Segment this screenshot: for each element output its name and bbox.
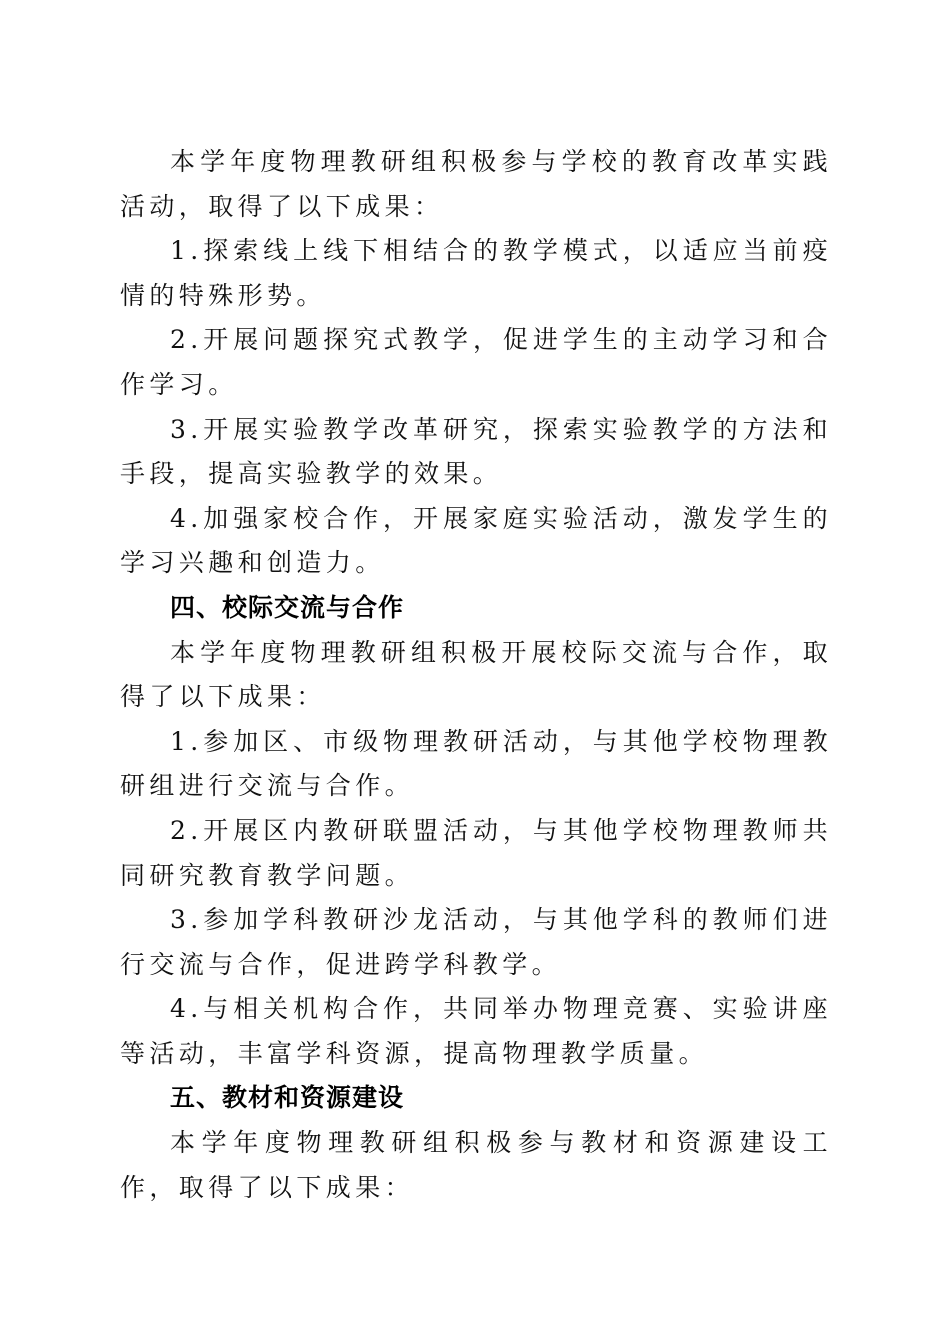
document-body — [120, 140, 832, 1210]
paragraph-exchange-intro: 本学年度物理教研组积极开展校际交流与合作，取得了以下成果： — [120, 637, 832, 712]
paragraph-reform-item-2: 2.开展问题探究式教学，促进学生的主动学习和合作学习。 — [120, 325, 832, 399]
paragraph-reform-item-4: 4.加强家校合作，开展家庭实验活动，激发学生的学习兴趣和创造力。 — [120, 503, 832, 578]
paragraph-resources-intro: 本学年度物理教研组积极参与教材和资源建设工作，取得了以下成果： — [120, 1128, 832, 1202]
paragraph-exchange-item-3: 3.参加学科教研沙龙活动，与其他学科的教师们进行交流与合作，促进跨学科教学。 — [120, 905, 832, 979]
section-heading-resources: 五、教材和资源建设 — [170, 1083, 405, 1113]
paragraph-reform-item-1: 1.探索线上线下相结合的教学模式，以适应当前疫情的特殊形势。 — [120, 236, 832, 310]
paragraph-exchange-item-1: 1.参加区、市级物理教研活动，与其他学校物理教研组进行交流与合作。 — [120, 726, 832, 801]
section-heading-exchange: 四、校际交流与合作 — [170, 592, 405, 622]
paragraph-exchange-item-2: 2.开展区内教研联盟活动，与其他学校物理教师共同研究教育教学问题。 — [120, 815, 832, 890]
paragraph-reform-item-3: 3.开展实验教学改革研究，探索实验教学的方法和手段，提高实验教学的效果。 — [120, 414, 832, 489]
paragraph-exchange-item-4: 4.与相关机构合作，共同举办物理竞赛、实验讲座等活动，丰富学科资源，提高物理教学质量。 — [120, 994, 832, 1068]
paragraph-reform-intro: 本学年度物理教研组积极参与学校的教育改革实践活动，取得了以下成果： — [120, 147, 832, 221]
